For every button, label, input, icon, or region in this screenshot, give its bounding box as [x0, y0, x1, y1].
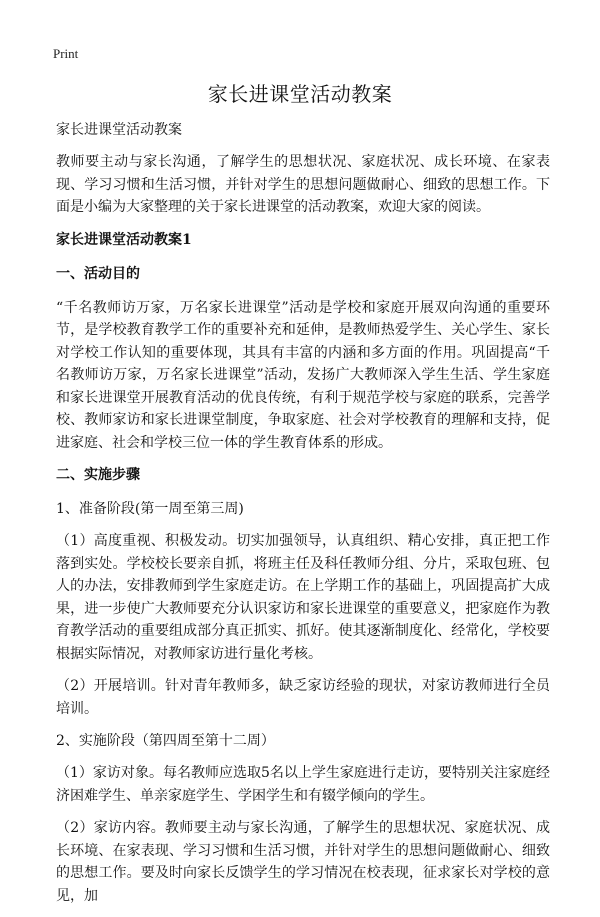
- print-label[interactable]: Print: [53, 46, 79, 61]
- intro-paragraph: 教师要主动与家长沟通，了解学生的思想状况、家庭状况、成长环境、在家表现、学习习惯和生活习惯，并针对学生的思想问题做耐心、细致的思想工作。下面是小编为大家整理的关于家长进课堂的活动教案，欢迎大家的阅读。: [56, 154, 550, 215]
- preparation-item-2: （2）开展培训。针对青年教师多，缺乏家访经验的现状，对家访教师进行全员培训。: [56, 678, 550, 717]
- implementation-item-2: （2）家访内容。教师要主动与家长沟通，了解学生的思想状况、家庭状况、成长环境、在家表现、学习习惯和生活习惯，并针对学生的思想问题做耐心、细致的思想工作。要及时向家长反馈学生的学习情况在校表现，征求家长对学校的意见，加: [56, 820, 550, 904]
- document-body: [56, 119, 550, 917]
- section-heading-steps: 二、实施步骤: [56, 467, 140, 483]
- section-heading-purpose: 一、活动目的: [56, 265, 140, 282]
- preparation-item-1: （1）高度重视、积极发动。切实加强领导，认真组织、精心安排，真正把工作落到实处。学校校长要亲自抓，将班主任及科任教师分组、分片，采取包班、包人的办法，安排教师到学生家庭走访。在上学期工作的基础上，巩固提高扩大成果，进一步使广大教师要充分认识家访和家长进课堂的重要意义，把家庭作为教育教学活动的重要组成部分真正抓实、抓好。使其逐渐制度化、经常化，学校要根据实际情况，对教师家访进行量化考核。: [56, 533, 550, 662]
- document-subtitle: 家长进课堂活动教案: [56, 122, 182, 138]
- plan-heading: 家长进课堂活动教案1: [56, 231, 192, 248]
- implementation-item-1: （1）家访对象。每名教师应选取5名以上学生家庭进行走访，要特别关注家庭经济困难学生、单亲家庭学生、学困学生和有辍学倾向的学生。: [56, 765, 550, 804]
- page-title: 家长进课堂活动教案: [207, 82, 393, 106]
- stage-heading-implementation: 2、实施阶段（第四周至第十二周）: [56, 733, 275, 749]
- purpose-paragraph: “千名教师访万家，万名家长进课堂”活动是学校和家庭开展双向沟通的重要环节，是学校教育教学工作的重要补充和延伸，是教师热爱学生、关心学生、家长对学校工作认知的重要体现，其具有丰富的内涵和多方面的作用。巩固提高“千名教师访万家，万名家长进课堂”活动，发扬广大教师深入学生生活、学生家庭和家长进课堂开展教育活动的优良传统，有利于规范学校与家庭的联系，完善学校、教师家访和家长进课堂制度，争取家庭、社会对学校教育的理解和支持，促进家庭、社会和学校三位一体的学生教育体系的形成。: [56, 299, 550, 451]
- stage-heading-preparation: 1、准备阶段(第一周至第三周): [56, 501, 244, 517]
